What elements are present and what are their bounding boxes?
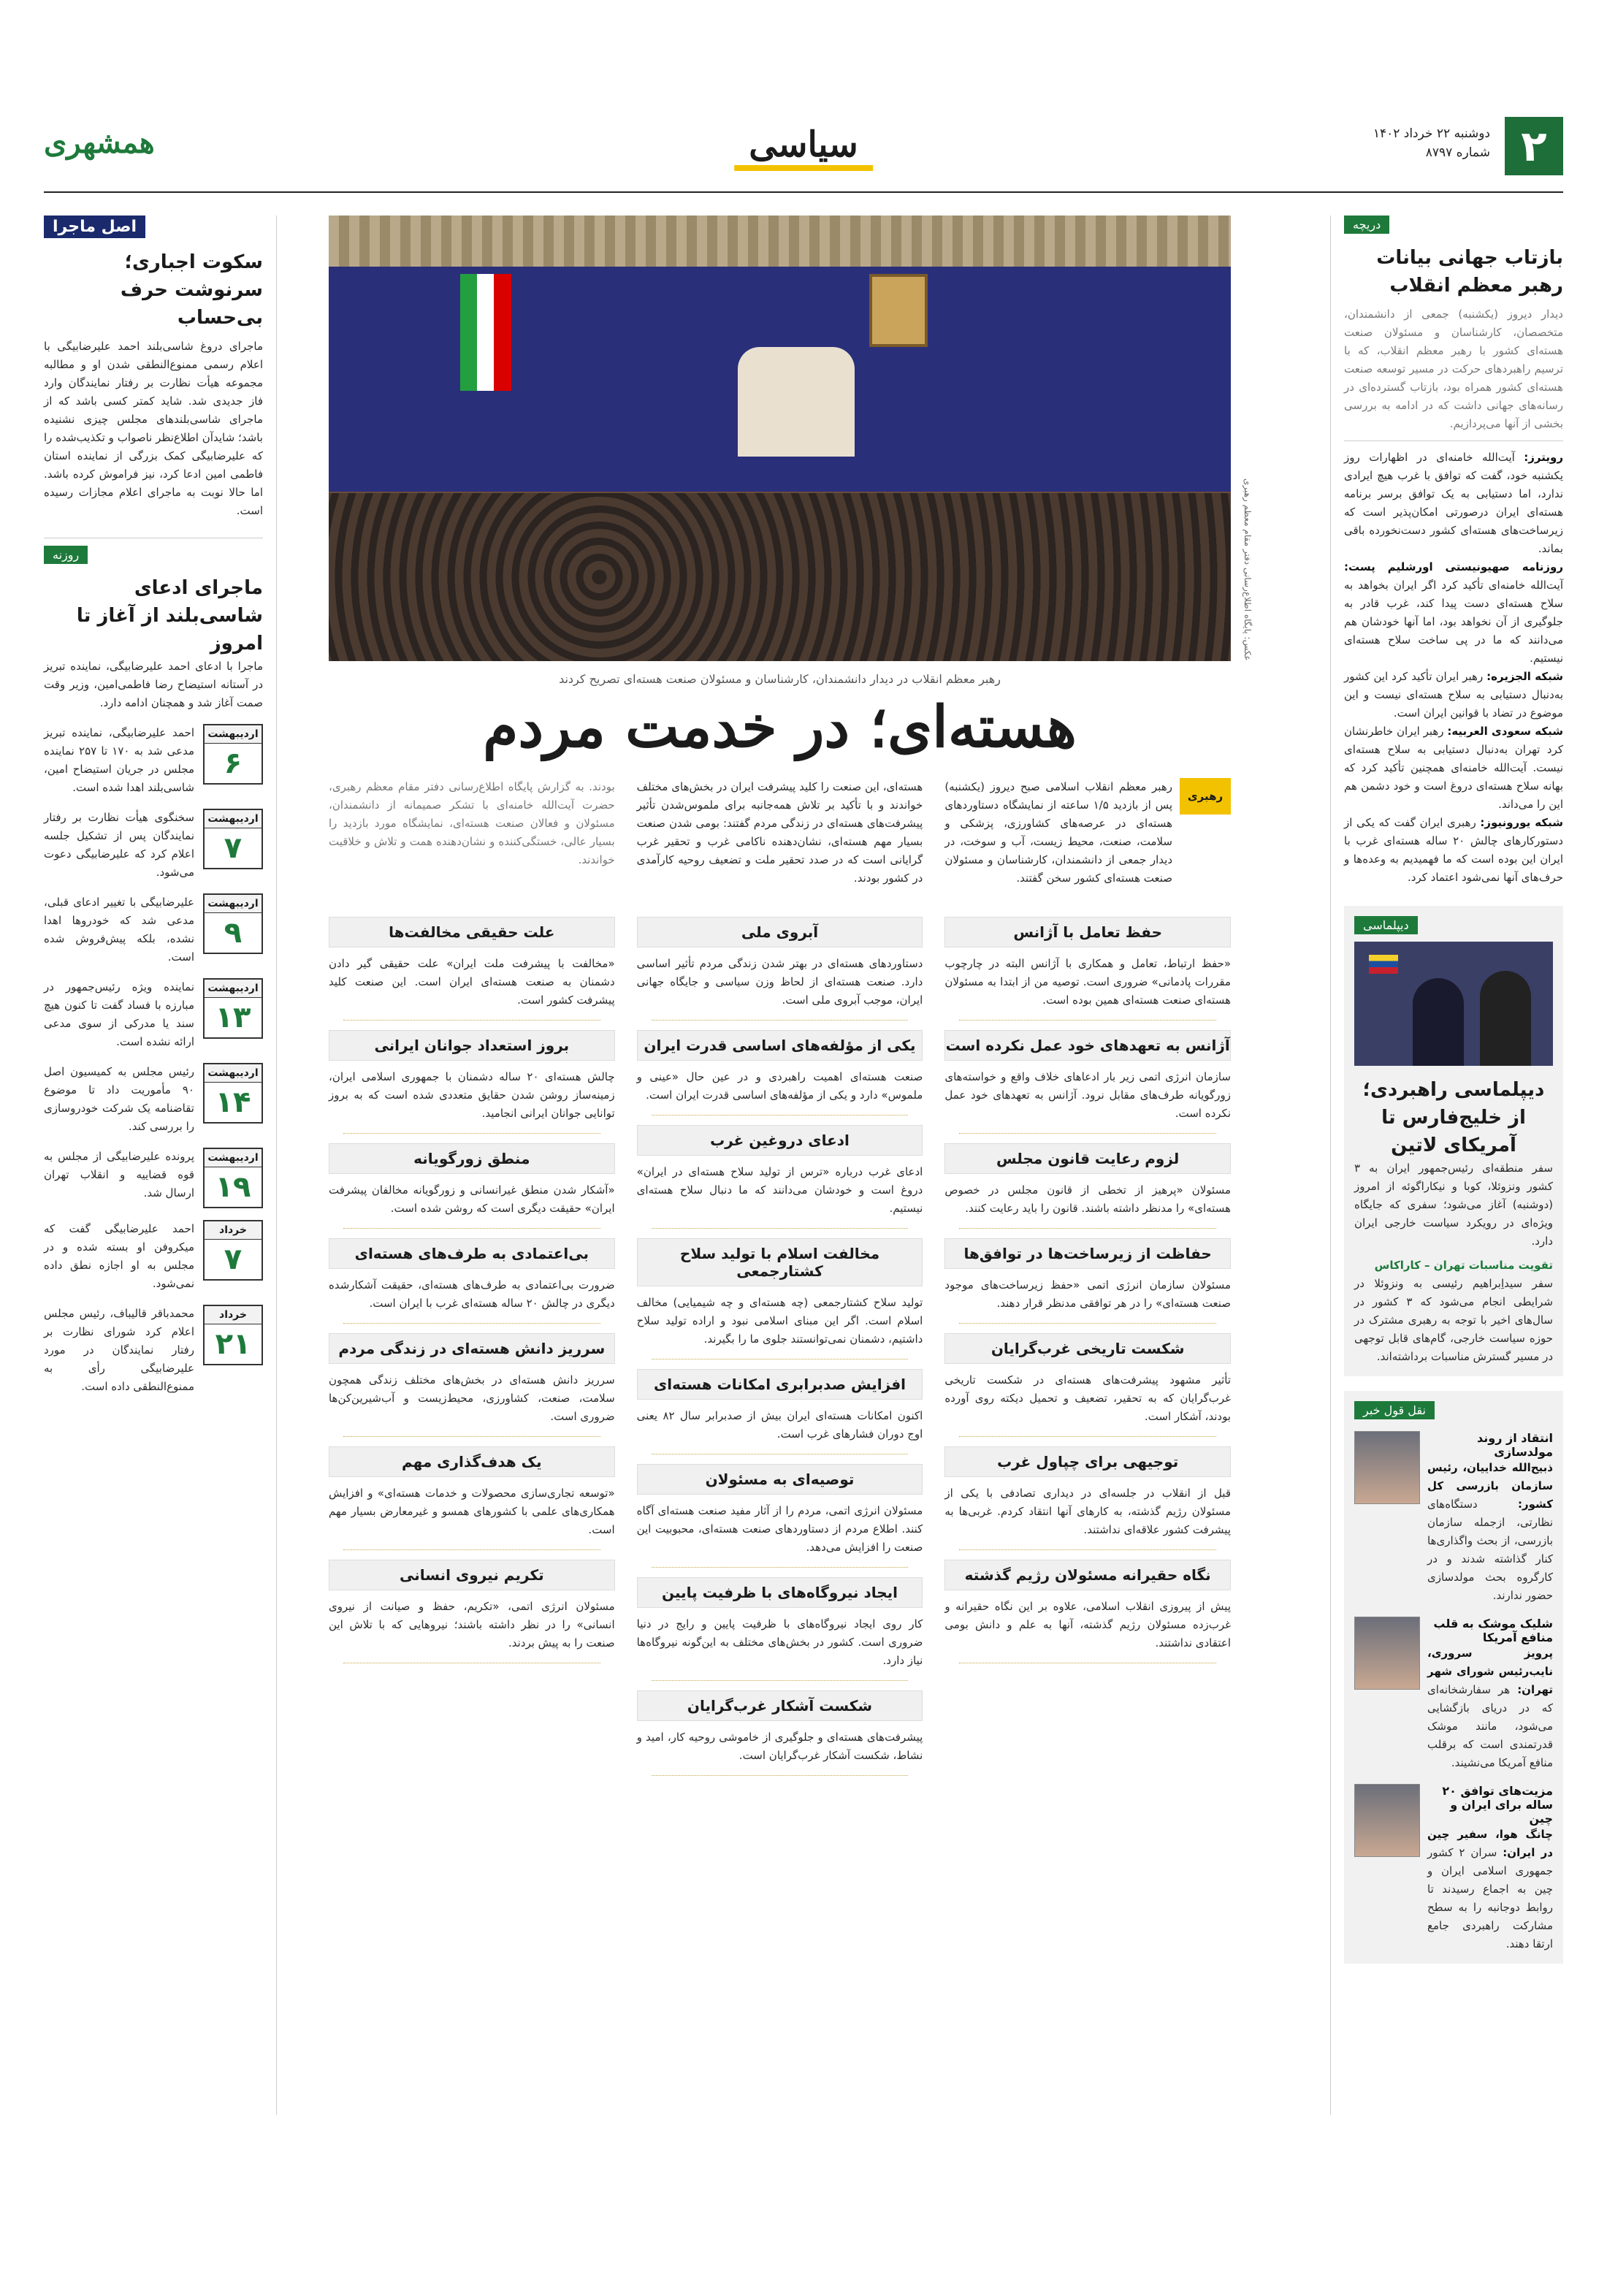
masthead xyxy=(44,110,1563,190)
topic-box: حفاظت از زیرساخت‌ها در توافق‌ها مسئولان سازمان انرژی اتمی «حفظ زیرساخت‌های موجود صنعت هسته‌ای» را در هر توافقی مدنظر قرار دهند. xyxy=(944,1238,1231,1333)
column-divider xyxy=(276,216,277,2115)
quotes-box xyxy=(1344,1391,1563,1964)
topic-box: یکی از مؤلفه‌های اساسی قدرت ایران صنعت هسته‌ای اهمیت راهبردی و در عین حال «عینی و ملموس» دارد و یکی از مؤلفه‌های اساسی قدرت ایران است. xyxy=(637,1030,923,1125)
column-title[interactable]: سکوت اجباری؛ سرنوشت حرف بی‌حساب xyxy=(120,251,263,329)
topic-box: تکریم نیروی انسانی مسئولان انرژی اتمی، «تکریم، حفظ و صیانت از نیروی انسانی» را در نظر داشته باشند؛ نیروهایی که با تلاش این صنعت را به پیش بردند. xyxy=(329,1560,615,1673)
calendar-icon: اردیبهشت ۹ xyxy=(203,893,263,954)
timeline-event: اردیبهشت ۶ احمد علیرضابیگی، نماینده تبریز مدعی شد به ۱۷۰ تا ۲۵۷ نماینده مجلس در جریان استیضاح امین، شاسی‌بلند اهدا شده است. xyxy=(44,724,263,797)
portrait xyxy=(1354,1617,1420,1690)
calendar-icon: اردیبهشت ۱۳ xyxy=(203,978,263,1039)
boxes-column xyxy=(944,917,1231,1785)
portrait xyxy=(1354,1431,1420,1504)
section-title: سیاسی xyxy=(734,124,873,171)
rahbari-tag: رهبری xyxy=(1180,778,1231,815)
topic-box: ایجاد نیروگاه‌های با ظرفیت پایین کار روی ایجاد نیروگاه‌های با ظرفیت پایین و رایج در دنیا ضروری است. کشور در بخش‌های مختلف به این‌گونه نیروگاه‌ها نیاز دارد. xyxy=(637,1577,923,1690)
diplomacy-subtext: سفر سیداِبراهیم رئیسی به ونزوئلا در شرایطی انجام می‌شود که ۳ کشور در سال‌های اخیر با توجه به رهبری مشترک در حوزه سیاست خارجی، گام‌های قابل توجهی در مسیر گسترش مناسبات برداشته‌اند. xyxy=(1354,1277,1553,1363)
quote-title[interactable]: شلیک موشک به قلب منافع آمریکا xyxy=(1433,1617,1553,1644)
topic-box: سرریز دانش هسته‌ای در زندگی مردم سرریز دانش هسته‌ای در بخش‌های مختلف زندگی همچون سلامت، صنعت، کشاورزی، محیط‌زیست و آب‌شیرین‌کن‌ها ضروری است. xyxy=(329,1333,615,1446)
main-photo[interactable] xyxy=(329,216,1231,661)
timeline-tag: روزنه xyxy=(44,546,88,564)
quote-item: انتقاد از روند مولدسازی ذبیح‌الله خداییان، رئیس سازمان بازرسی کل کشور: دستگاه‌های نظارتی، ازجمله سازمان بازرسی، از بحث واگذاری‌ها کنار گذاشته شدند و در کارگروه بحث مولدسازی حضور ندارند. xyxy=(1354,1431,1553,1605)
calendar-icon: اردیبهشت ۱۹ xyxy=(203,1148,263,1208)
timeline-title[interactable]: ماجرای ادعای شاسی‌بلند از آغاز تا امروز xyxy=(76,577,263,655)
article-title[interactable]: بازتاب جهانی بیانات رهبر معظم انقلاب xyxy=(1376,247,1563,297)
lead-text: رهبر معظم انقلاب اسلامی صبح دیروز (یکشنبه) پس از بازدید ۱/۵ ساعته از نمایشگاه دستاوردهای هسته‌ای در عرصه‌های کشاورزی، پزشکی و سلامت، صنعت، محیط زیست، آب و سوخت، در دیدار جمعی از دانشمندان، کارشناسان و مسئولان صنعت هسته‌ای کشور سخن گفتند. xyxy=(944,780,1172,885)
newspaper-logo[interactable]: همشهری xyxy=(44,126,155,160)
topic-box: یک هدف‌گذاری مهم «توسعه تجاری‌سازی محصولات و خدمات هسته‌ای» و افزایش همکاری‌های علمی با کشورهای همسو و غیرمعارض بسیار مهم است. xyxy=(329,1446,615,1560)
issue-date: دوشنبه ۲۲ خرداد ۱۴۰۲ xyxy=(1373,126,1490,141)
column-divider xyxy=(1330,216,1331,2115)
timeline-lead: ماجرا با ادعای احمد علیرضابیگی، نماینده تبریز در آستانه استیضاح رضا فاطمی‌امین، وزیر وقت صمت آغاز شد و همچنان ادامه دارد. xyxy=(44,660,263,709)
page-number: ۲ xyxy=(1505,117,1563,175)
article-lead: دیدار دیروز (یکشنبه) جمعی از دانشمندان، متخصصان، کارشناسان و مسئولان صنعت هسته‌ای کشور با رهبر معظم انقلاب، که با ترسیم راهبردهای حرکت در مسیر توسعه صنعت هسته‌ای کشور همراه بود، بازتاب گسترده‌ای در رسانه‌های جهانی داشت که در ادامه به بررسی بخشی از آنها می‌پردازیم. xyxy=(1344,308,1563,430)
topic-box: آبروی ملی دستاوردهای هسته‌ای در بهتر شدن زندگی مردم تأثیر اساسی دارد. صنعت هسته‌ای از لحاظ وزن سیاسی و جایگاه جهانی ایران، موجب آبروی ملی است. xyxy=(637,917,923,1030)
quote-title[interactable]: مزیت‌های توافق ۲۰ ساله برای ایران و چین xyxy=(1442,1784,1553,1826)
diplomacy-photo xyxy=(1354,942,1553,1066)
timeline-event: اردیبهشت ۱۴ رئیس مجلس به کمیسیون اصل ۹۰ مأموریت داد تا موضوع تقاضنامه یک شرکت خودروسازی را بررسی کند. xyxy=(44,1063,263,1136)
section-tag: دریچه xyxy=(1344,216,1389,234)
diplomacy-box xyxy=(1344,906,1563,1376)
timeline-event: اردیبهشت ۷ سخنگوی هیأت نظارت بر رفتار نمایندگان پس از تشکیل جلسه اعلام کرد که علیرضابیگی دعوت می‌شود. xyxy=(44,809,263,882)
topic-box: نگاه حقیرانه مسئولان رژیم گذشته پیش از پیروزی انقلاب اسلامی، علاوه بر این نگاه حقیرانه و غرب‌زده مسئولان رژیم گذشته، آنها به علم و دانش بومی اعتقادی نداشتند. xyxy=(944,1560,1231,1673)
timeline-event: خرداد ۷ احمد علیرضابیگی گفت که میکروفن او بسته شده و در مجلس به او اجازه نطق داده نمی‌شود. xyxy=(44,1220,263,1293)
photo-caption: رهبر معظم انقلاب در دیدار دانشمندان، کارشناسان و مسئولان صنعت هسته‌ای تصریح کردند xyxy=(559,672,1001,686)
topic-box: شکست تاریخی غرب‌گرایان تأثیر مشهود پیشرفت‌های هسته‌ای در شکست تاریخی غرب‌گرایان که به تحقیر، تضعیف و تحمیل دیکته روی آورده بودند، آشکار است. xyxy=(944,1333,1231,1446)
topic-box: مخالفت اسلام با تولید سلاح کشتارجمعی تولید سلاح کشتارجمعی (چه هسته‌ای و چه شیمیایی) مخالف اسلام است. اگر این مبنای اسلامی نبود و اراده تولید سلاح داشتیم، دشمنان نمی‌توانستند جلوی ما را بگیرند. xyxy=(637,1238,923,1369)
calendar-icon: اردیبهشت ۶ xyxy=(203,724,263,785)
topic-box: منطق زورگویانه «آشکار شدن منطق غیرانسانی و زورگویانه مخالفان پیشرفت ایران» حقیقت دیگری است که روشن شده است. xyxy=(329,1143,615,1238)
portrait xyxy=(1354,1784,1420,1857)
photo-credit: عکس: پایگاه اطلاع‌رسانی دفتر مقام معظم رهبری xyxy=(1243,478,1253,661)
topic-box: بی‌اعتمادی به طرف‌های هسته‌ای ضرورت بی‌اعتمادی به طرف‌های هسته‌ای، حقیقت آشکارشده دیگری در چالش ۲۰ ساله هسته‌ای غرب با ایران است. xyxy=(329,1238,615,1333)
topic-box: لزوم رعایت قانون مجلس مسئولان «پرهیز از تخطی از قانون مجلس در خصوص هسته‌ای» را مدنظر داشته باشند. قانون را باید رعایت کنند. xyxy=(944,1143,1231,1238)
left-column xyxy=(44,216,263,1396)
quote-item: شلیک موشک به قلب منافع آمریکا پرویز سروری، نایب‌رئیس شورای شهر تهران: هر سفارشخانه‌ای که در دریای بازگشایی می‌شود، مانند موشک قدرتمندی است که برقلب منافع آمریکا می‌نشیند. xyxy=(1354,1617,1553,1772)
timeline-event: خرداد ۲۱ محمدباقر قالیباف، رئیس مجلس اعلام کرد شورای نظارت بر رفتار نمایندگان در مورد علیرضابیگی رأی به ممنوع‌النطقی داده است. xyxy=(44,1305,263,1396)
topic-box: افزایش صدبرابری امکانات هسته‌ای اکنون امکانات هسته‌ای ایران بیش از صدبرابر سال ۸۲ یعنی اوج دوران فشارهای غرب است. xyxy=(637,1369,923,1464)
right-column xyxy=(1344,216,1563,1964)
issue-number: شماره ۸۷۹۷ xyxy=(1425,145,1490,160)
boxes-grid xyxy=(329,917,1231,1785)
topic-box: بروز استعداد جوانان ایرانی چالش هسته‌ای ۲۰ ساله دشمنان با جمهوری اسلامی ایران، زمینه‌ساز روشن شدن حقایق متعددی شده است که به بروز توانایی جوانان ایرانی انجامید. xyxy=(329,1030,615,1143)
topic-box: ادعای دروغین غرب ادعای غرب درباره «ترس از تولید سلاح هسته‌ای در ایران» دروغ است و خودشان می‌دانند که ما دنبال سلاح هسته‌ای نیستیم. xyxy=(637,1125,923,1238)
boxes-column xyxy=(637,917,923,1785)
news-item: روزنامه صهیونیستی اورشلیم پست: آیت‌الله خامنه‌ای تأکید کرد اگر ایران بخواهد به سلاح هسته‌ای دست پیدا کند، غرب قادر به جلوگیری از آن نخواهد بود، اما آنها خودشان هم می‌دانند که ما در پی ساخت سلاح هسته‌ای نیستیم. xyxy=(1344,560,1563,665)
boxes-column xyxy=(329,917,615,1785)
calendar-icon: اردیبهشت ۱۴ xyxy=(203,1063,263,1124)
topic-box: شکست آشکار غرب‌گرایان پیشرفت‌های هسته‌ای و جلوگیری از خاموشی روحیه کار، امید و نشاط، شکست آشکار غرب‌گرایان است. xyxy=(637,1690,923,1785)
news-item: شبکه الجزیره: رهبر ایران تأکید کرد این کشور به‌دنبال دستیابی به سلاح هسته‌ای نیست و این موضوع در تضاد با قوانین ایران است. xyxy=(1344,670,1563,720)
timeline-event: اردیبهشت ۹ علیرضابیگی با تغییر ادعای قبلی، مدعی شد که خودروها اهدا نشده، بلکه پیش‌فروش شده است. xyxy=(44,893,263,966)
main-headline[interactable]: هسته‌ای؛ در خدمت مردم xyxy=(483,694,1077,760)
quote-title[interactable]: انتقاد از روند مولدسازی xyxy=(1477,1431,1553,1459)
quotes-tag: نقل قول خبر xyxy=(1354,1401,1435,1419)
topic-box: علت حقیقی مخالفت‌ها «مخالفت با پیشرفت ملت ایران» علت حقیقی گیر دادن دشمنان به صنعت هسته‌ای ایران است. این صنعت کلید پیشرفت کشور است. xyxy=(329,917,615,1030)
timeline-event: اردیبهشت ۱۳ نماینده ویژه رئیس‌جمهور در مبارزه با فساد گفت تا کنون هیچ سند یا مدرکی از سوی مدعی ارائه نشده است. xyxy=(44,978,263,1051)
topic-box: توجیهی برای چپاول غرب قبل از انقلاب در جلسه‌ای در دیداری تصادفی با یکی از مسئولان رژیم گذشته، به کارهای آنها انتقاد کردم. غربی‌ها به پیشرفت کشور علاقه‌ای نداشتند. xyxy=(944,1446,1231,1560)
calendar-icon: خرداد ۷ xyxy=(203,1220,263,1281)
lead-columns xyxy=(329,778,1231,888)
topic-box: حفظ تعامل با آژانس «حفظ ارتباط، تعامل و همکاری با آژانس البته در چارچوب مقررات پادمانی» ضروری است. توصیه من از ابتدا به مسئولان هسته‌ای صنعت هسته‌ای همین بوده است. xyxy=(944,917,1231,1030)
masthead-rule xyxy=(44,191,1563,193)
calendar-icon: اردیبهشت ۷ xyxy=(203,809,263,869)
diplomacy-text: سفر منطقه‌ای رئیس‌جمهور ایران به ۳ کشور ونزوئلا، کوبا و نیکاراگوئه از امروز (دوشنبه) آغاز می‌شود؛ سفری که جایگاه ویژه‌ای در رویکرد سیاست خارجی ایران دارد. xyxy=(1354,1162,1553,1248)
timeline-event: اردیبهشت ۱۹ پرونده علیرضابیگی از مجلس به قوه قضاییه و انقلاب تهران ارسال شد. xyxy=(44,1148,263,1208)
diplomacy-subhead: تقویت مناسبات تهران – کاراکاس xyxy=(1374,1259,1553,1272)
news-item: شبکه یورونیوز: رهبری ایران گفت که یکی از دستورکارهای چالش ۲۰ ساله هسته‌ای غرب با ایران این بوده است که ما فهمیدیم به وعده‌ها و حرف‌های آنها نمی‌شود اعتماد کرد. xyxy=(1344,816,1563,884)
topic-box: توصیه‌ای به مسئولان مسئولان انرژی اتمی، مردم را از آثار مفید صنعت هسته‌ای آگاه کنند. اطلاع مردم از دستاوردهای صنعت هسته‌ای، محبوبیت این صنعت را افزایش می‌دهد. xyxy=(637,1464,923,1577)
topic-box: آژانس به تعهدهای خود عمل نکرده است سازمان انرژی اتمی زیر بار ادعاهای خلاف واقع و خواسته‌های زورگویانه طرف‌های مقابل نرود. آژانس به تعهدهای خود عمل نکرده است. xyxy=(944,1030,1231,1143)
column-text: ماجرای دروغ شاسی‌بلند احمد علیرضابیگی با اعلام رسمی ممنوع‌النطقی شدن او و مطالبه مجموعه هیأت نظارت بر رفتار نمایندگان وارد فاز جدیدی شد. شاید کمتر کسی باشد که از ماجرای شاسی‌بلندهای مجلس چیزی نشنیده باشد؛ شایدآن اطلاع‌نظر ناصواب و تکذیب‌شده را که علیرضابیگی کمک بزرگی از نماینده استان فاطمی امین ادعا کرد، نیز فراموش کرده باشد. اما حالا نوبت به ماجرای اعلام مجازات رسیده است. xyxy=(44,340,263,517)
news-item: شبکه سعودی العربیه: رهبر ایران خاطرنشان کرد تهران به‌دنبال دستیابی به سلاح هسته‌ای نیست. آیت‌الله خامنه‌ای همچنین تأکید کرد که بهانه سلاح هسته‌ای دروغ است و خود دشمن هم این را می‌داند. xyxy=(1344,725,1563,811)
center-area xyxy=(292,216,1315,2129)
diplomacy-tag: دیپلماسی xyxy=(1354,916,1418,934)
dateline xyxy=(1373,124,1490,162)
column-badge: اصل ماجرا xyxy=(44,216,145,238)
news-item: رویترز: آیت‌الله خامنه‌ای در اظهارات روز یکشنبه خود، گفت که توافق با غرب هیچ ایرادی ندارد، اما دستیابی به یک توافق برسر برنامه هسته‌ای ایران درصورتی امکان‌پذیر است که زیرساخت‌های هسته‌ای کشور دست‌نخورده باقی بماند. xyxy=(1344,451,1563,555)
diplomacy-title[interactable]: دیپلماسی راهبردی؛ از خلیج‌فارس تا آمریکای لاتین xyxy=(1362,1079,1545,1156)
lead-text: بودند. به گزارش پایگاه اطلاع‌رسانی دفتر مقام معظم رهبری، حضرت آیت‌الله خامنه‌ای با تشکر صمیمانه از دانشمندان، مسئولان و فعالان صنعت هسته‌ای، نمایشگاه مورد بازدید را بسیار عالی، خستگی‌کننده و نشان‌دهنده همت و تلاش و خلاقیت خواندند. xyxy=(328,780,615,866)
calendar-icon: خرداد ۲۱ xyxy=(203,1305,263,1365)
lead-text: هسته‌ای، این صنعت را کلید پیشرفت ایران در بخش‌های مختلف خواندند و با تأکید بر تلاش همه‌جانبه برای ملموس‌شدن تأثیر پیشرفت‌های هسته‌ای در زندگی مردم گفتند: بومی شدن صنعت بسیار مهم هسته‌ای، نشان‌دهنده ناکامی غرب و تحقیر غرب گرایانی است که در صدد تحقیر ملت و تضعیف روحیه کارآمدی در کشور بودند. xyxy=(636,780,923,885)
quote-item: مزیت‌های توافق ۲۰ ساله برای ایران و چین چانگ هوا، سفیر چین در ایران: سران ۲ کشور جمهوری اسلامی ایران و چین به اجماع رسیدند تا روابط دوجانبه را به سطح مشارکت راهبردی جامع ارتقا دهند. xyxy=(1354,1784,1553,1953)
